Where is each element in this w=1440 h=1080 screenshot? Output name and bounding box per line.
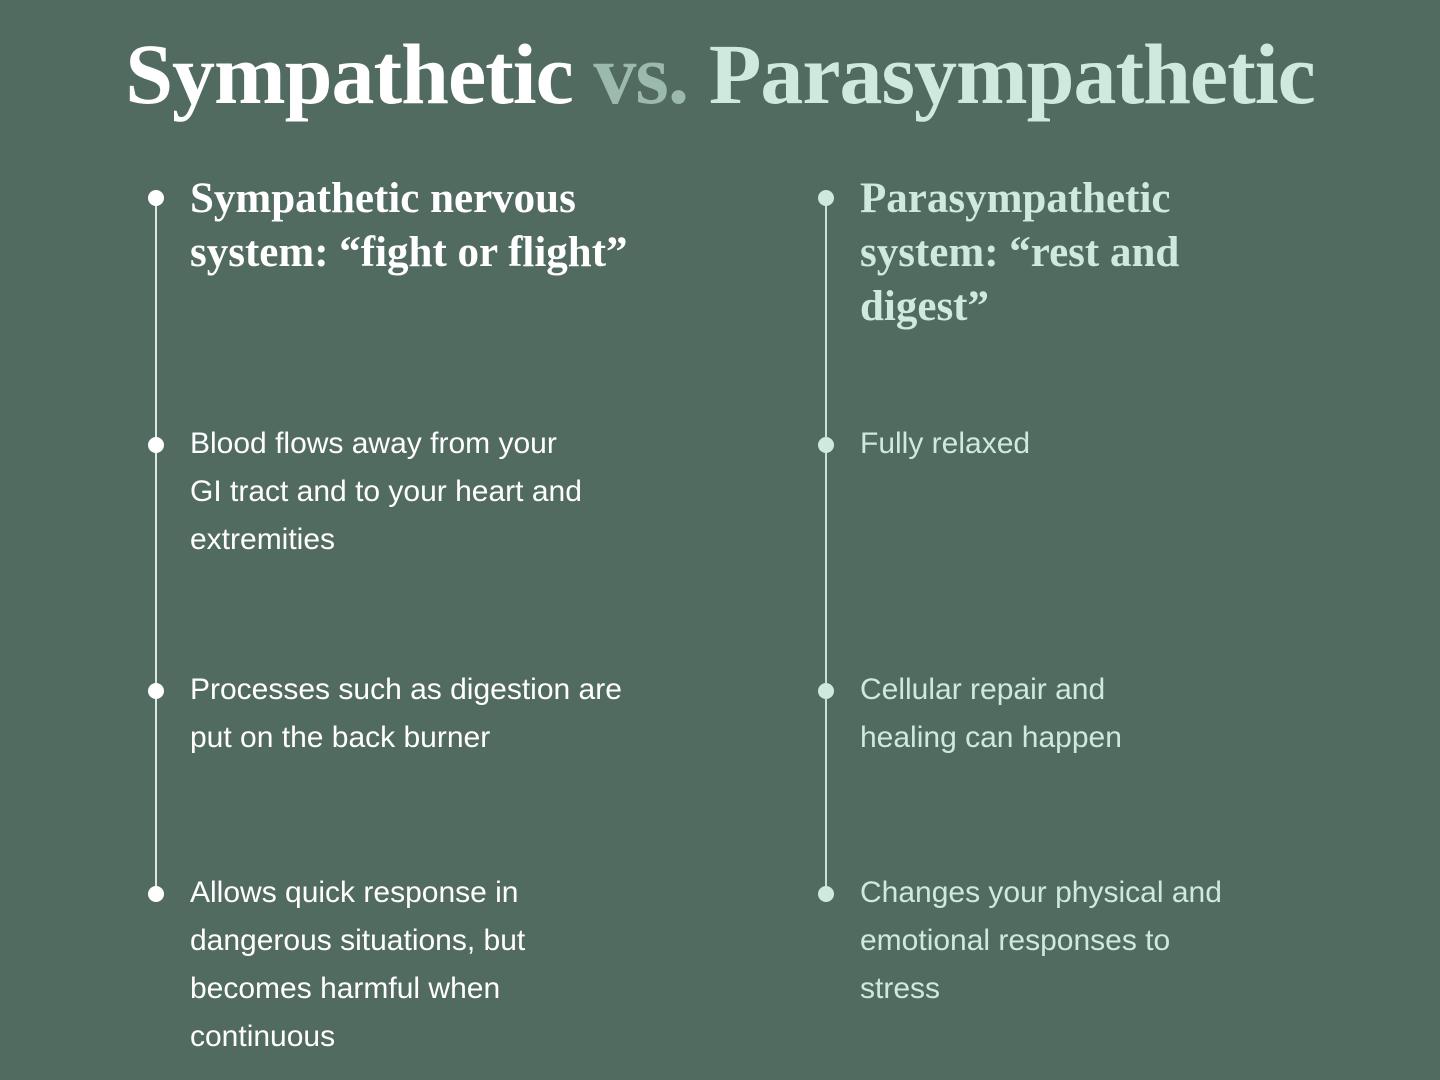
title-vs: vs.: [593, 25, 689, 122]
bullet-dot: [818, 190, 834, 206]
sympathetic-heading: Sympathetic nervous system: “fight or flight”: [190, 175, 628, 276]
bullet-dot: [818, 683, 834, 699]
title-parasympathetic: Parasympathetic: [708, 25, 1315, 122]
sympathetic-item: Allows quick response in dangerous situations, but becomes harmful when continuous: [190, 876, 526, 1053]
parasympathetic-item: Fully relaxed: [860, 427, 1031, 460]
parasympathetic-heading: Parasympathetic system: “rest and digest”: [860, 175, 1180, 330]
parasympathetic-column: [810, 0, 1330, 1080]
title-sympathetic: Sympathetic: [125, 25, 573, 122]
timeline-line: [155, 198, 157, 894]
bullet-dot: [148, 190, 164, 206]
parasympathetic-item: Cellular repair and healing can happen: [860, 673, 1122, 754]
sympathetic-item: Blood flows away from your GI tract and to your heart and extremities: [190, 427, 582, 556]
bullet-dot: [148, 886, 164, 902]
parasympathetic-item: Changes your physical and emotional responses to stress: [860, 876, 1222, 1005]
bullet-dot: [148, 437, 164, 453]
bullet-dot: [148, 683, 164, 699]
timeline-line: [825, 198, 827, 894]
bullet-dot: [818, 886, 834, 902]
bullet-dot: [818, 437, 834, 453]
sympathetic-item: Processes such as digestion are put on the back burner: [190, 673, 622, 754]
sympathetic-column: [140, 0, 660, 1080]
